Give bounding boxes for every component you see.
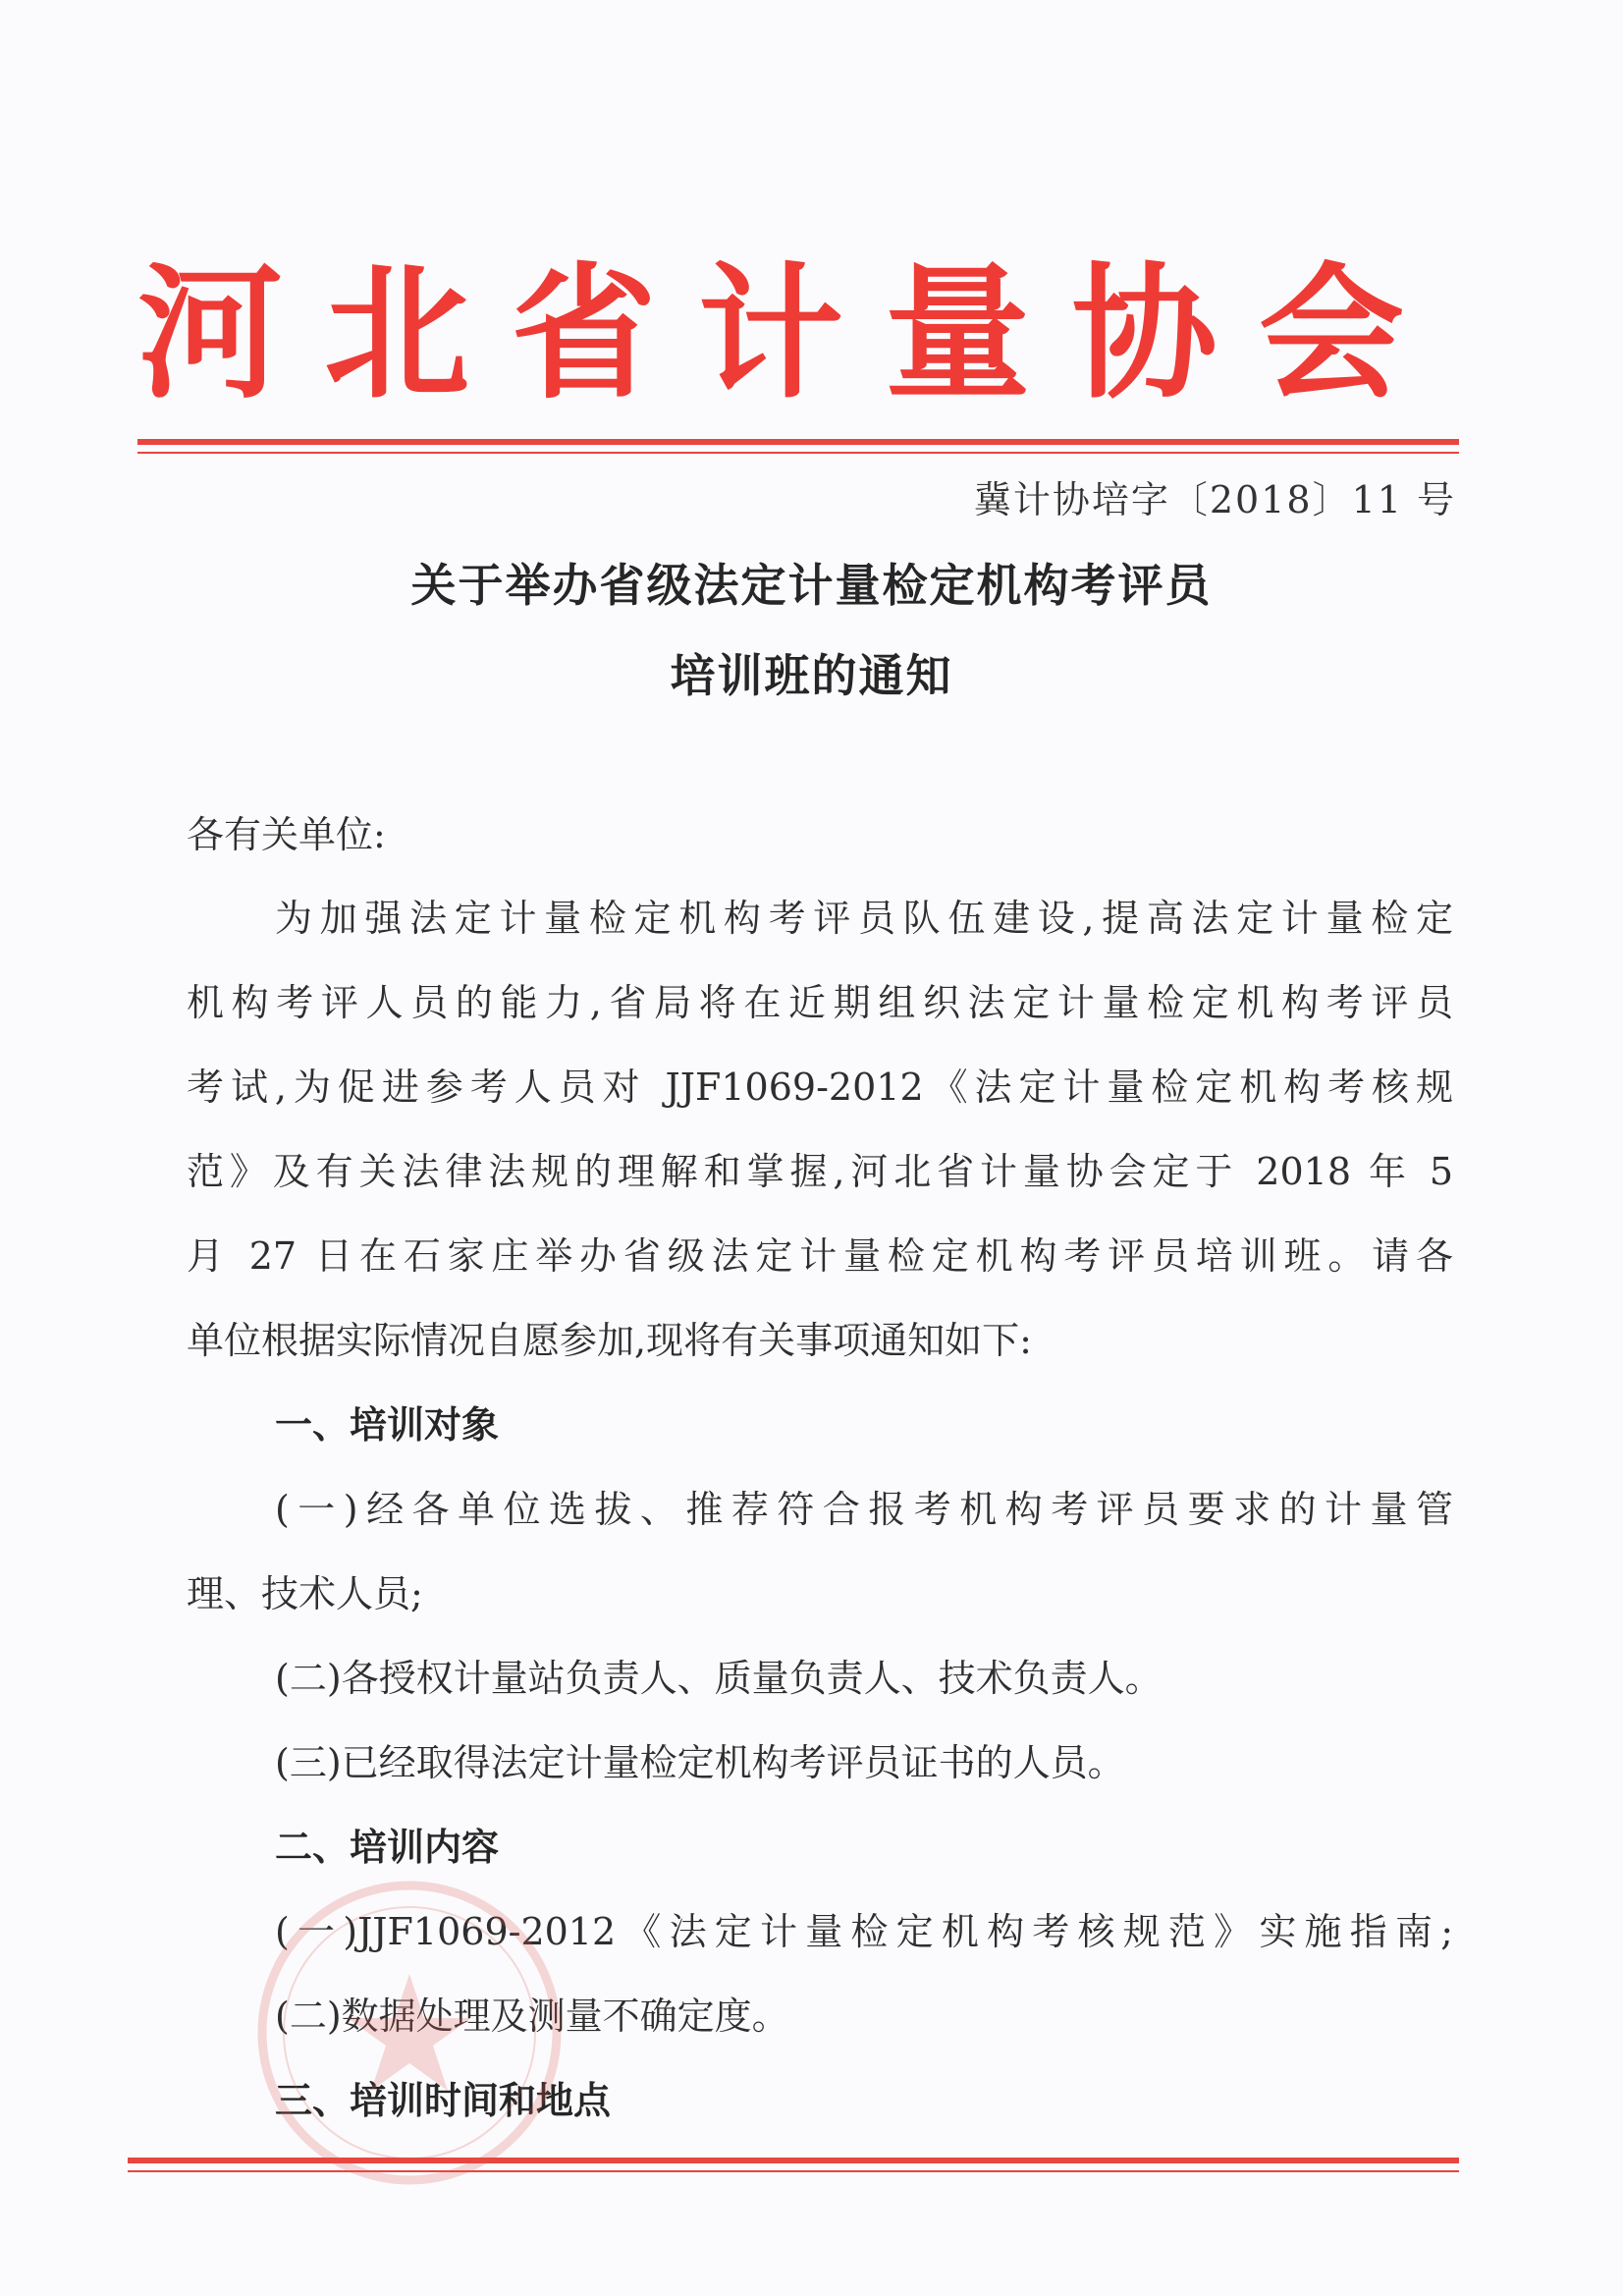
letterhead-org-name: [137, 250, 1404, 417]
letterhead-char: 省: [511, 249, 657, 418]
list-item: (二)各授权计量站负责人、质量负责人、技术负责人。: [275, 1657, 1163, 1700]
paragraph-line: 单位根据实际情况自愿参加,现将有关事项通知如下:: [187, 1319, 1032, 1362]
section-heading: 一、培训对象: [275, 1403, 500, 1447]
letterhead-char: 计: [697, 249, 843, 418]
letterhead-char: 河: [137, 249, 283, 418]
letterhead-char: 会: [1258, 249, 1404, 418]
paragraph-line: 为加强法定计量检定机构考评员队伍建设,提高法定计量检定: [275, 897, 1453, 940]
letterhead-char: 协: [1071, 249, 1217, 418]
official-seal-icon: [247, 1871, 571, 2195]
list-item: (一)经各单位选拔、推荐符合报考机构考评员要求的计量管: [275, 1488, 1453, 1531]
list-item: (二)数据处理及测量不确定度。: [275, 1995, 789, 2038]
document-number: 冀计协培字〔2018〕11 号: [973, 478, 1456, 521]
letterhead-char: 量: [885, 249, 1031, 418]
section-heading: 三、培训时间和地点: [275, 2079, 612, 2122]
letterhead-char: 北: [324, 249, 470, 418]
list-item: (一)JJF1069-2012《法定计量检定机构考核规范》实施指南;: [275, 1910, 1453, 1953]
salutation: 各有关单位:: [187, 813, 386, 856]
section-heading: 二、培训内容: [275, 1826, 500, 1869]
paragraph-line: 范》及有关法律法规的理解和掌握,河北省计量协会定于 2018 年 5: [187, 1150, 1453, 1193]
document-title-line-2: 培训班的通知: [670, 649, 953, 702]
list-item: (三)已经取得法定计量检定机构考评员证书的人员。: [275, 1741, 1125, 1784]
paragraph-line: 机构考评人员的能力,省局将在近期组织法定计量检定机构考评员: [187, 981, 1453, 1024]
letterhead-divider-thick: [137, 439, 1459, 445]
paragraph-line: 考试,为促进参考人员对 JJF1069-2012《法定计量检定机构考核规: [187, 1066, 1453, 1109]
list-item: 理、技术人员;: [187, 1572, 423, 1615]
document-title-line-1: 关于举办省级法定计量检定机构考评员: [410, 559, 1213, 612]
letterhead-divider-thin: [137, 452, 1459, 454]
paragraph-line: 月 27 日在石家庄举办省级法定计量检定机构考评员培训班。请各: [187, 1234, 1453, 1278]
